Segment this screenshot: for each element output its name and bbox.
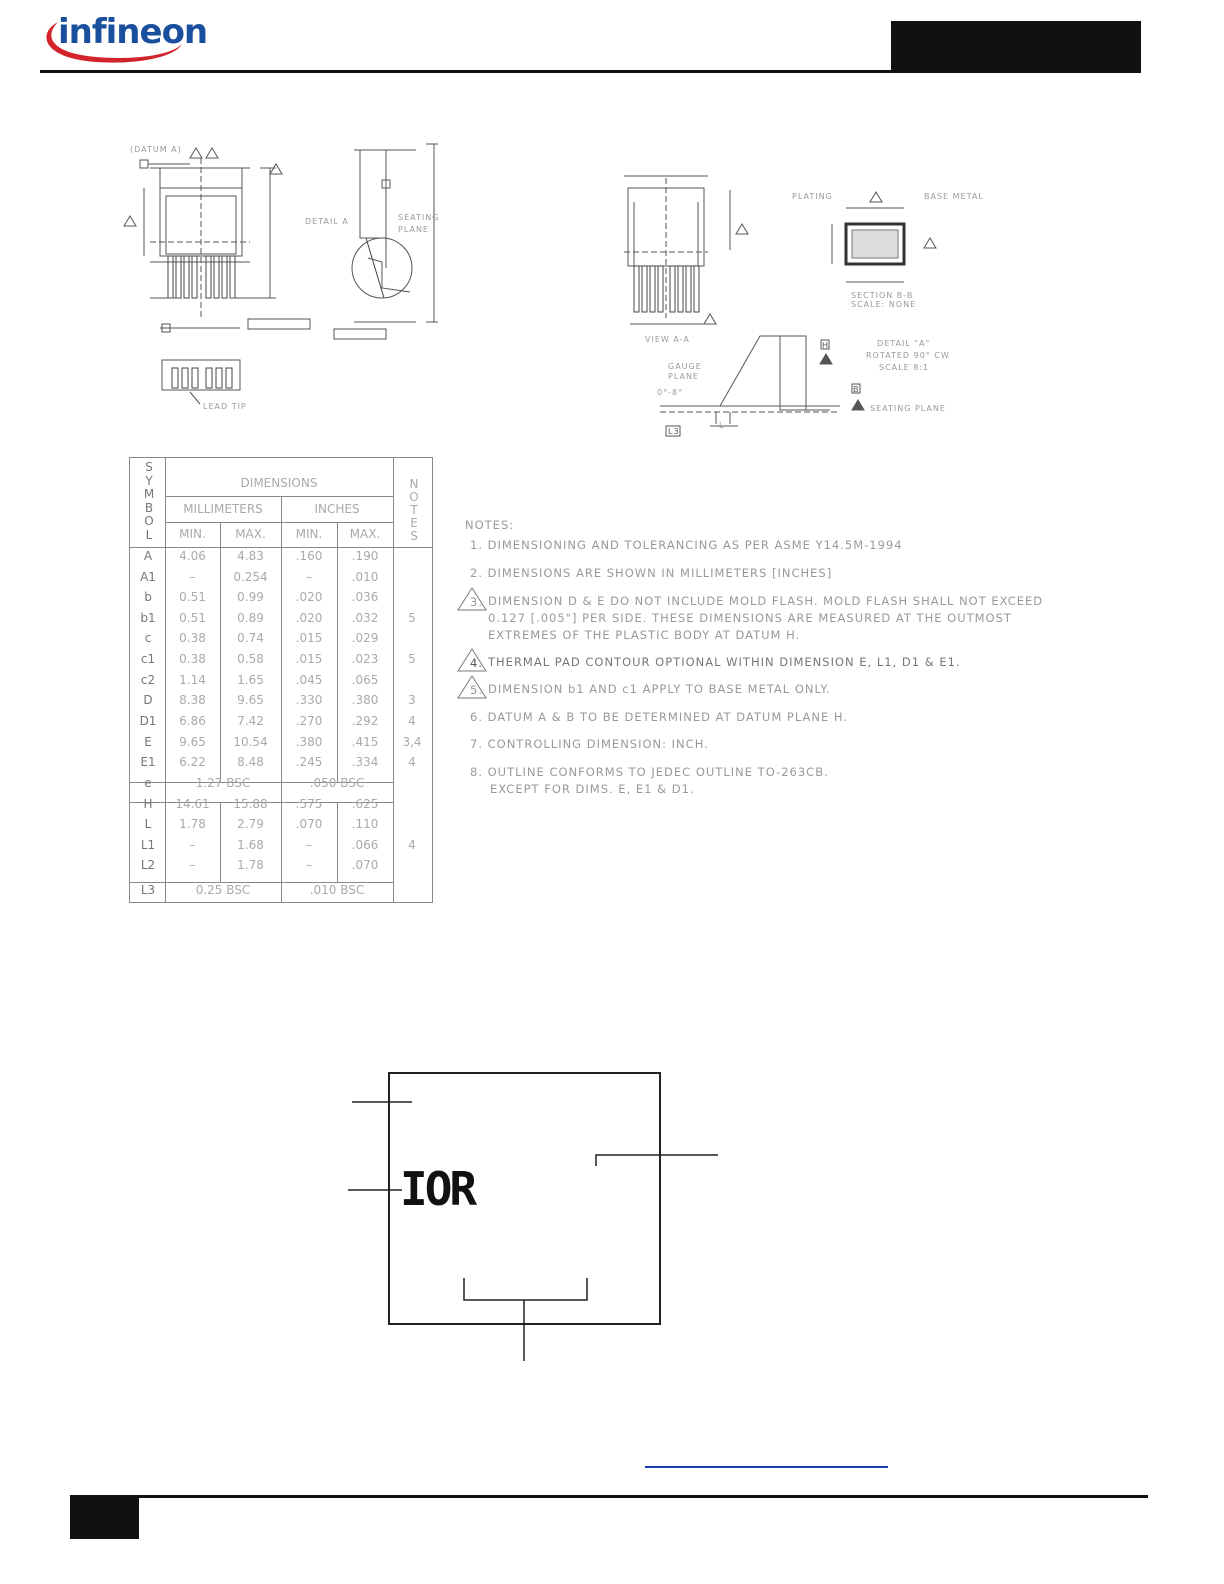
- note-1: 1. DIMENSIONING AND TOLERANCING AS PER ASME Y14.5M-1994: [470, 538, 903, 552]
- note-8-line2: EXCEPT FOR DIMS. E, E1 & D1.: [490, 782, 695, 796]
- dimensions-header: DIMENSIONS: [240, 476, 318, 490]
- package-outline-drawing-left: [120, 138, 450, 418]
- footer-link-underline[interactable]: [645, 1466, 888, 1468]
- note-5-number: 5.: [470, 683, 483, 697]
- datum-a-label: (DATUM A): [130, 145, 182, 154]
- note-8-line1: 8. OUTLINE CONFORMS TO JEDEC OUTLINE TO-263CB.: [470, 765, 829, 779]
- note-3-line1: DIMENSION D & E DO NOT INCLUDE MOLD FLASH. MOLD FLASH SHALL NOT EXCEED: [488, 594, 1044, 608]
- note-7: 7. CONTROLLING DIMENSION: INCH.: [470, 737, 709, 751]
- base-metal-label: BASE METAL: [924, 192, 984, 201]
- l3-label: L3: [668, 427, 680, 436]
- scale-none-label: SCALE: NONE: [851, 300, 917, 309]
- notes-title: NOTES:: [465, 518, 515, 532]
- scale-81-label: SCALE 8:1: [879, 363, 930, 372]
- rotated-label: ROTATED 90° CW: [866, 351, 950, 360]
- header-title-block: [891, 21, 1141, 72]
- detail-a-label: DETAIL A: [305, 217, 349, 226]
- note-3-line2: 0.127 [.005"] PER SIDE. THESE DIMENSIONS ARE MEASURED AT THE OUTMOST: [488, 611, 1012, 625]
- datum-h-label: H: [822, 341, 830, 350]
- lead-tip-label: LEAD TIP: [203, 402, 247, 411]
- in-min-header: MIN.: [295, 527, 323, 541]
- note-2: 2. DIMENSIONS ARE SHOWN IN MILLIMETERS [INCHES]: [470, 566, 833, 580]
- header-rule: [40, 70, 1141, 73]
- detail-a-rotated-title: DETAIL "A": [877, 339, 931, 348]
- seating-plane-label-2: SEATING PLANE: [870, 404, 946, 413]
- note-3-number: 3.: [470, 595, 483, 609]
- mm-max-header: MAX.: [235, 527, 266, 541]
- l-label: L: [719, 421, 725, 430]
- millimeters-header: MILLIMETERS: [183, 502, 263, 516]
- footer-rule: [70, 1495, 1148, 1498]
- view-a-a-label: VIEW A-A: [645, 335, 690, 344]
- gauge-plane-label: GAUGE PLANE: [668, 362, 702, 381]
- plating-label: PLATING: [792, 192, 833, 201]
- part-marking-leaders: [340, 1090, 730, 1370]
- note-4: THERMAL PAD CONTOUR OPTIONAL WITHIN DIMENSION E, L1, D1 & E1.: [488, 655, 961, 669]
- note-3-line3: EXTREMES OF THE PLASTIC BODY AT DATUM H.: [488, 628, 801, 642]
- package-outline-drawing-right: [620, 168, 980, 443]
- in-max-header: MAX.: [349, 527, 381, 541]
- angle-label: 0°-8°: [657, 388, 684, 397]
- note-6: 6. DATUM A & B TO BE DETERMINED AT DATUM PLANE H.: [470, 710, 849, 724]
- symbol-header: SYMBOL: [143, 460, 155, 542]
- mm-min-header: MIN.: [179, 527, 206, 541]
- notes-header: NOTES: [409, 477, 419, 543]
- section-label: SECTION B-B: [851, 291, 914, 300]
- footer-page-block: [70, 1497, 139, 1539]
- logo-wordmark: infineon: [58, 12, 208, 52]
- note-5: DIMENSION b1 AND c1 APPLY TO BASE METAL ONLY.: [488, 682, 831, 696]
- ior-logo: IOR: [400, 1162, 475, 1216]
- note-4-number: 4.: [470, 656, 483, 670]
- datum-b-label: B: [853, 385, 860, 394]
- seating-plane-label: SEATING PLANE: [398, 213, 440, 234]
- inches-header: INCHES: [314, 502, 360, 516]
